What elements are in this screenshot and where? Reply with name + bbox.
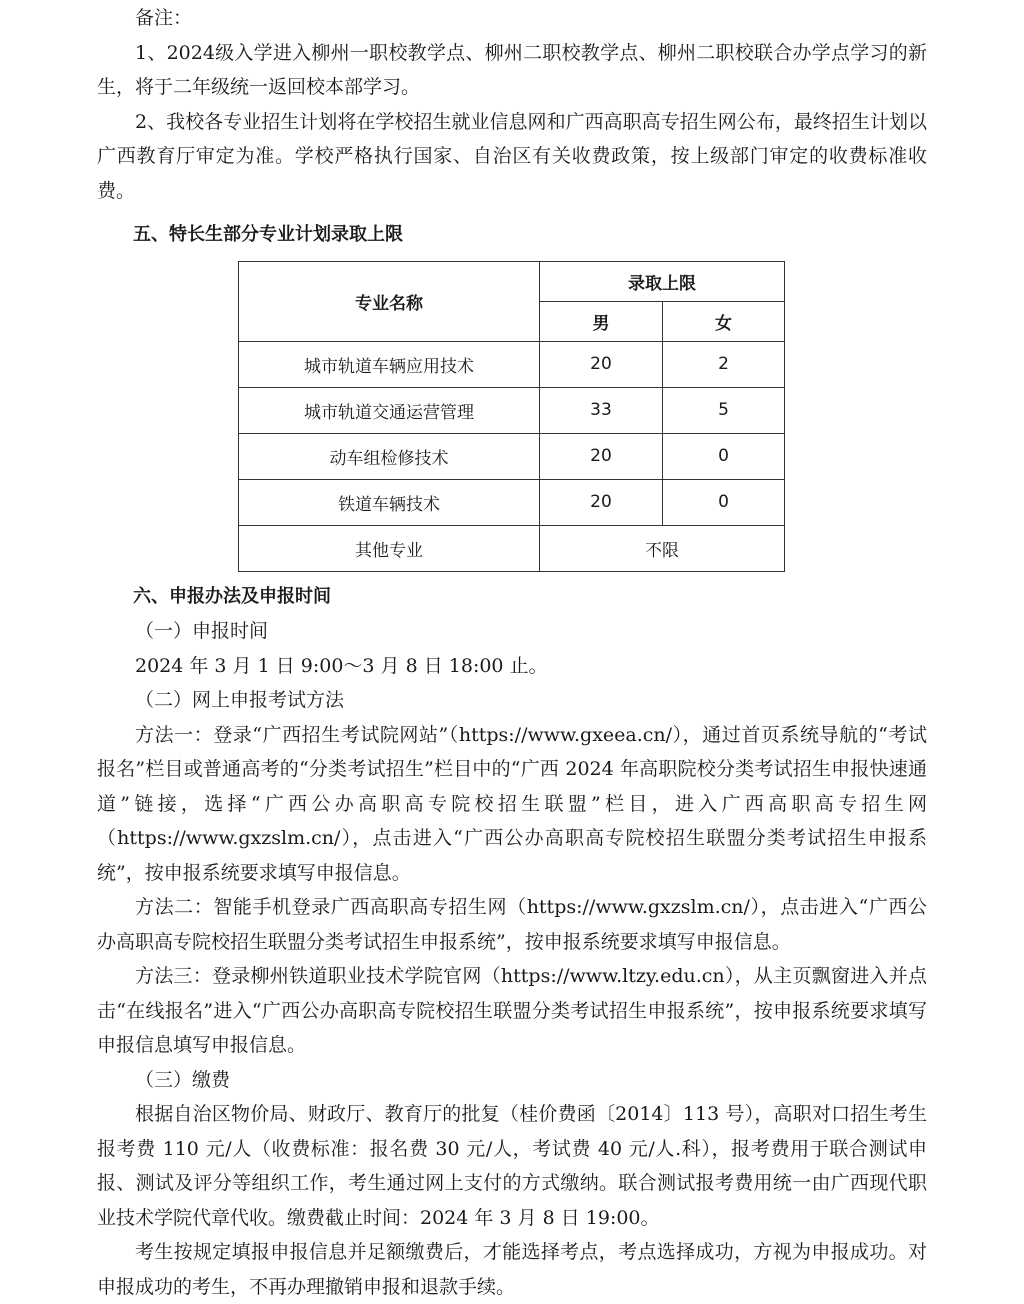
female-limit-cell: 0 <box>663 479 785 525</box>
major-name-cell: 铁道车辆技术 <box>239 479 540 525</box>
major-name-cell: 城市轨道交通运营管理 <box>239 387 540 433</box>
male-limit-cell: 33 <box>540 387 663 433</box>
male-limit-cell: 20 <box>540 341 663 387</box>
document-page <box>97 0 927 1304</box>
note-item-1: 1、2024级入学进入柳州一职校教学点、柳州二职校教学点、柳州二职校联合办学点学习的新生，将于二年级统一返回校本部学习。 <box>97 41 927 98</box>
other-major-cell: 其他专业 <box>239 525 540 571</box>
header-major-name: 专业名称 <box>239 261 540 341</box>
female-limit-cell: 5 <box>663 387 785 433</box>
other-limit-cell: 不限 <box>540 525 785 571</box>
table-row <box>239 341 785 387</box>
male-limit-cell: 20 <box>540 433 663 479</box>
method-one: 方法一：登录“广西招生考试院网站”（https://www.gxeea.cn/），通过首页系统导航的“考试报名”栏目或普通高考的“分类考试招生”栏目中的“广西 2024 年高职院校分类考试招生申报快速通道”链接，选择“广西公办高职高专院校招生联盟”栏目，进入广西高职高专招生网（https://www.gxzslm.cn/），点击进入“广西公办高职高专院校招生联盟分类考试招生申报系统”，按申报系统要求填写申报信息。 <box>97 723 927 884</box>
female-limit-cell: 2 <box>663 341 785 387</box>
admission-limit-table <box>238 261 785 572</box>
subsection-2-title: （二）网上申报考试方法 <box>135 689 345 711</box>
section-five-heading: 五、特长生部分专业计划录取上限 <box>133 224 403 245</box>
method-three: 方法三：登录柳州铁道职业技术学院官网（https://www.ltzy.edu.cn），从主页飘窗进入并点击“在线报名”进入“广西公办高职高专院校招生联盟分类考试招生申报系统”，按申报系统要求填写申报信息填写申报信息。 <box>97 965 927 1056</box>
table-row <box>239 479 785 525</box>
table-row <box>239 387 785 433</box>
subsection-3-title: （三）缴费 <box>135 1068 231 1091</box>
major-name-cell: 动车组检修技术 <box>239 433 540 479</box>
section-six-heading: 六、申报办法及申报时间 <box>133 585 331 607</box>
final-paragraph: 考生按规定填报申报信息并足额缴费后，才能选择考点，考点选择成功，方视为申报成功。对申报成功的考生，不再办理撤销申报和退款手续。 <box>97 1241 927 1298</box>
method-two: 方法二：智能手机登录广西高职高专招生网（https://www.gxzslm.cn/），点击进入“广西公办高职高专院校招生联盟分类考试招生申报系统”，按申报系统要求填写申报信息。 <box>97 896 927 953</box>
fee-paragraph: 根据自治区物价局、财政厅、教育厅的批复（桂价费函〔2014〕113 号），高职对口招生考生报考费 110 元/人（收费标准：报名费 30 元/人，考试费 40 元/人.科），报考费用于联合测试申报、测试及评分等组织工作，考生通过网上支付的方式缴纳。联合测试报考费用统一由广西现代职业技术学院代章代收。缴费截止时间：2024 年 3 月 8 日 19:00。 <box>97 1103 927 1229</box>
header-admission-limit: 录取上限 <box>540 261 785 301</box>
major-name-cell: 城市轨道车辆应用技术 <box>239 341 540 387</box>
male-limit-cell: 20 <box>540 479 663 525</box>
table-row-other <box>239 525 785 571</box>
female-limit-cell: 0 <box>663 433 785 479</box>
note-item-2: 2、我校各专业招生计划将在学校招生就业信息网和广西高职高专招生网公布，最终招生计划以广西教育厅审定为准。学校严格执行国家、自治区有关收费政策，按上级部门审定的收费标准收费。 <box>97 110 927 202</box>
header-male: 男 <box>540 301 663 341</box>
table-row <box>239 433 785 479</box>
subsection-1-title: （一）申报时间 <box>135 620 269 642</box>
application-period: 2024 年 3 月 1 日 9:00～3 月 8 日 18:00 止。 <box>135 654 548 677</box>
header-female: 女 <box>663 301 785 341</box>
notes-title: 备注： <box>135 7 193 29</box>
